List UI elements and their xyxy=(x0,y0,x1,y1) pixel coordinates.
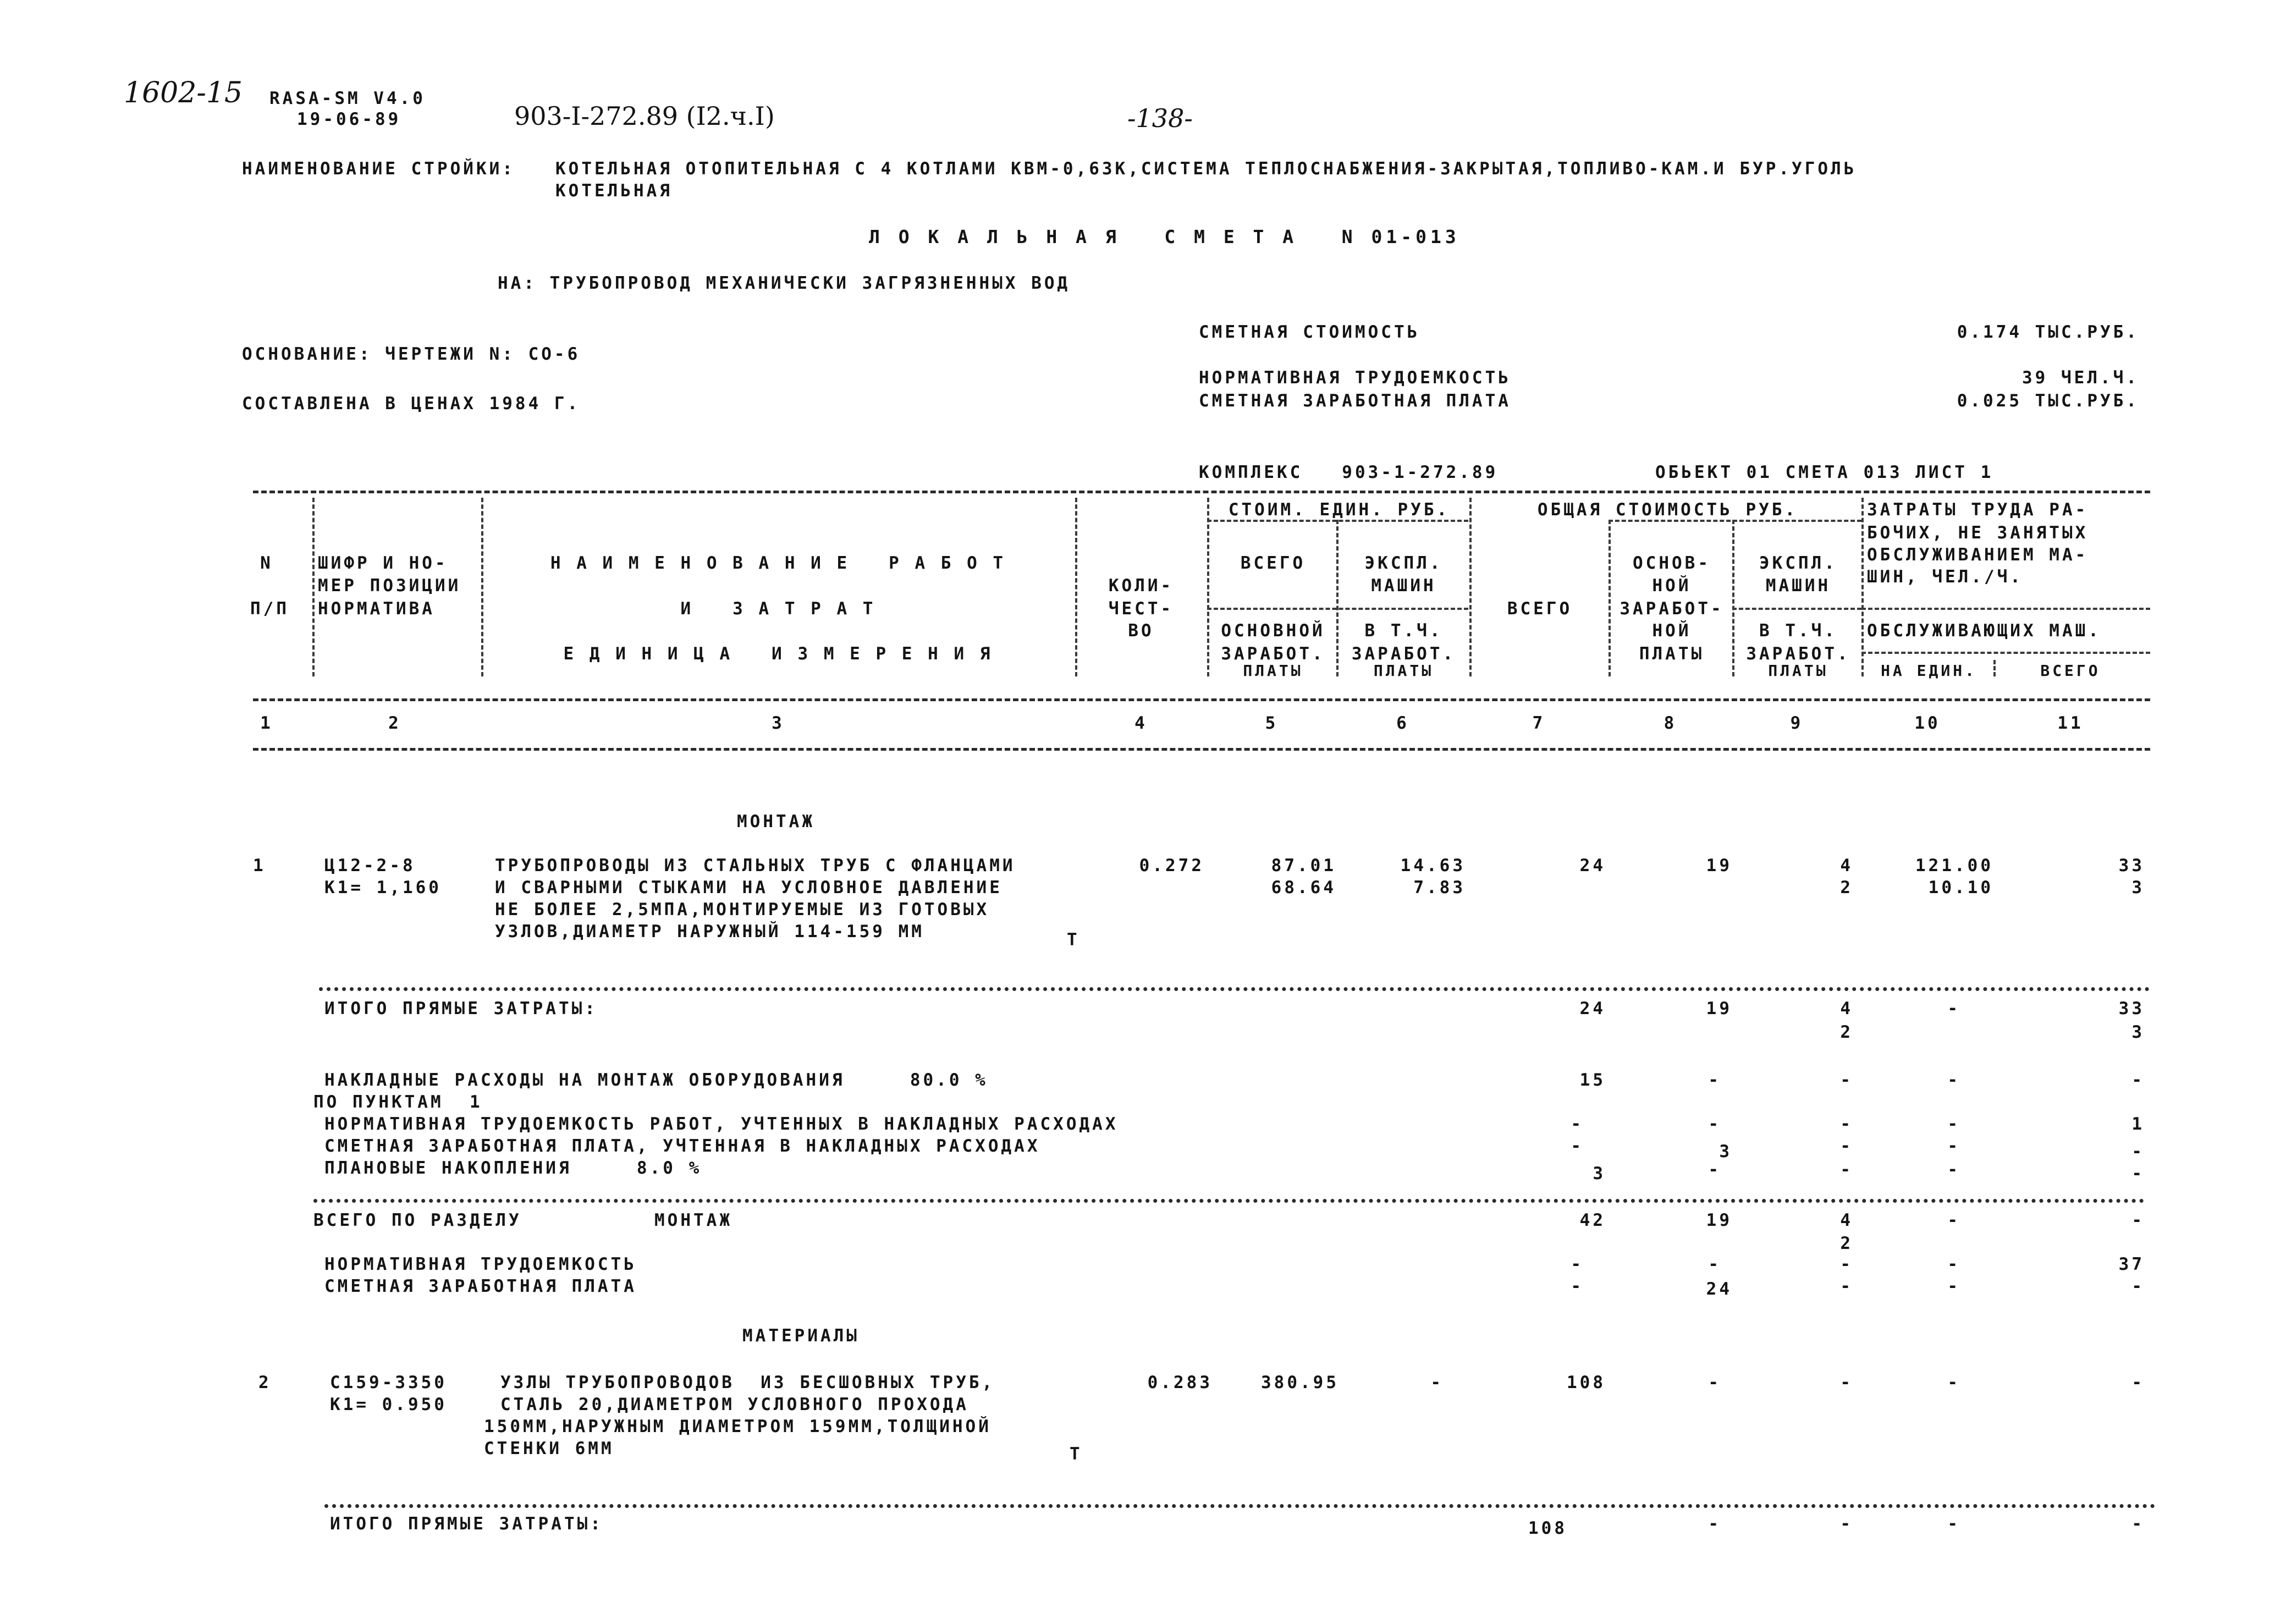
col-number: 8 xyxy=(1663,713,1677,733)
table-top-rule xyxy=(253,491,2150,493)
item-total: 108 xyxy=(1567,1373,1606,1392)
construction-line-1: КОТЕЛЬНАЯ ОТОПИТЕЛЬНАЯ С 4 КОТЛАМИ КВМ-0,63К,СИСТЕМА ТЕПЛОСНАБЖЕНИЯ-ЗАКРЫТАЯ,ТОПЛИВО-КАМ.И БУР.УГОЛЬ xyxy=(555,159,1857,179)
col4-header: ЧЕСТ- xyxy=(1108,599,1174,619)
col1-header: П/П xyxy=(250,599,289,619)
col3-header: Н А И М Е Н О В А Н И Е Р А Б О Т xyxy=(550,553,1006,573)
summary-label-wage: СМЕТНАЯ ЗАРАБОТНАЯ ПЛАТА xyxy=(1199,391,1511,411)
col6-header: В Т.Ч. xyxy=(1364,621,1443,641)
direct-wage: - xyxy=(1708,1514,1721,1534)
overhead-value: - xyxy=(1840,1136,1853,1156)
overhead-value: - xyxy=(1840,1070,1853,1090)
complex-code: КОМПЛЕКС 903-1-272.89 xyxy=(1199,463,1499,482)
item-unit-wage: 68.64 xyxy=(1271,878,1336,898)
program-version: RASA-SM V4.0 xyxy=(269,89,426,108)
section-total-machine: 4 xyxy=(1840,1210,1853,1230)
group-rule xyxy=(1861,608,2150,610)
direct-costs-label: ИТОГО ПРЯМЫЕ ЗАТРАТЫ: xyxy=(330,1514,603,1534)
col5-header: ПЛАТЫ xyxy=(1243,662,1303,680)
overhead-value: - xyxy=(1571,1136,1584,1156)
col9-header: ЗАРАБОТ. xyxy=(1746,644,1850,664)
col8-header: ЗАРАБОТ- xyxy=(1620,599,1724,619)
col4-header: ВО xyxy=(1128,621,1154,641)
col9-header: ЭКСПЛ. xyxy=(1759,553,1837,573)
group-rule xyxy=(1732,608,1861,610)
item-machine: - xyxy=(1840,1373,1853,1392)
item-description: УЗЛЫ ТРУБОПРОВОДОВ ИЗ БЕСШОВНЫХ ТРУБ, xyxy=(500,1373,995,1392)
section-wage-value: - xyxy=(1947,1276,1960,1296)
col6-header: ЗАРАБОТ. xyxy=(1351,644,1456,664)
item-labor-unit: 121.00 xyxy=(1915,856,1993,876)
section-wage-value: - xyxy=(1571,1276,1584,1296)
construction-line-2: КОТЕЛЬНАЯ xyxy=(555,181,673,201)
overhead-line: НАКЛАДНЫЕ РАСХОДЫ НА МОНТАЖ ОБОРУДОВАНИЯ 80.0 % xyxy=(324,1070,988,1090)
item-unit-total: 380.95 xyxy=(1261,1373,1339,1392)
item-labor-total: 33 xyxy=(2118,856,2145,876)
summary-label-cost: СМЕТНАЯ СТОИМОСТЬ xyxy=(1199,322,1420,342)
overhead-value: - xyxy=(1947,1136,1960,1156)
col5-header: ЗАРАБОТ. xyxy=(1221,644,1325,664)
labor-group-header: ОБСЛУЖИВАНИЕМ МА- xyxy=(1867,545,2089,565)
overhead-line: ПО ПУНКТАМ 1 xyxy=(313,1092,483,1112)
col8-header: ПЛАТЫ xyxy=(1639,644,1705,664)
col2-header: ШИФР И НО- xyxy=(318,553,448,573)
summary-label-labor: НОРМАТИВНАЯ ТРУДОЕМКОСТЬ xyxy=(1199,368,1511,388)
col-number: 6 xyxy=(1396,713,1409,733)
overhead-value: - xyxy=(1947,1160,1960,1180)
summary-value-wage: 0.025 ТЫС.РУБ. xyxy=(1957,391,2139,411)
object-sheet: ОБЬЕКТ 01 СМЕТА 013 ЛИСТ 1 xyxy=(1655,463,1994,482)
item-machine: 4 xyxy=(1840,856,1853,876)
section-wage-value: 24 xyxy=(1706,1279,1732,1299)
item-labor-machine-unit: 10.10 xyxy=(1928,878,1993,898)
col7-header: ВСЕГО xyxy=(1507,599,1573,619)
direct-total: 108 xyxy=(1528,1518,1567,1538)
section-labor-value: - xyxy=(1571,1254,1584,1274)
item-unit-machine-wage: 7.83 xyxy=(1413,878,1466,898)
overhead-value: 1 xyxy=(2131,1114,2145,1134)
total-cost-group-header: ОБЩАЯ СТОИМОСТЬ РУБ. xyxy=(1537,500,1798,520)
direct-labor-unit: - xyxy=(1947,999,1960,1019)
item-description: СТАЛЬ 20,ДИАМЕТРОМ УСЛОВНОГО ПРОХОДА xyxy=(500,1395,969,1414)
overhead-line: ПЛАНОВЫЕ НАКОПЛЕНИЯ 8.0 % xyxy=(324,1158,702,1178)
section-total-sum: 42 xyxy=(1579,1210,1606,1230)
col-number: 7 xyxy=(1532,713,1546,733)
direct-machine: 4 xyxy=(1840,999,1853,1019)
col11-header: ВСЕГО xyxy=(2040,662,2101,680)
section-total-labor-unit: - xyxy=(1947,1210,1960,1230)
direct-machine: - xyxy=(1840,1514,1853,1534)
overhead-value: - xyxy=(1708,1160,1721,1180)
section-wage-value: - xyxy=(1840,1276,1853,1296)
col-number: 5 xyxy=(1265,713,1279,733)
item-code: С159-3350 xyxy=(330,1373,447,1392)
col-sep xyxy=(1336,520,1338,676)
col-sep xyxy=(481,498,483,676)
item-quantity: 0.272 xyxy=(1139,856,1204,876)
col-sep xyxy=(1993,660,1996,676)
basis-drawings: ОСНОВАНИЕ: ЧЕРТЕЖИ N: СО-6 xyxy=(242,344,581,364)
handwritten-number: 1602-15 xyxy=(124,76,243,109)
item-wage: - xyxy=(1708,1373,1721,1392)
labor-group-header: ЗАТРАТЫ ТРУДА РА- xyxy=(1867,500,2089,520)
col3-header: И З А Т Р А Т xyxy=(680,599,876,619)
col-sep xyxy=(1207,498,1209,676)
section-title: МОНТАЖ xyxy=(737,812,815,832)
section-labor-value: - xyxy=(1840,1254,1853,1274)
item-unit-total: 87.01 xyxy=(1271,856,1336,876)
col-number: 10 xyxy=(1914,713,1941,733)
col3-header: Е Д И Н И Ц А И З М Е Р Е Н И Я xyxy=(563,644,993,664)
item-code: Ц12-2-8 xyxy=(324,856,416,876)
summary-value-cost: 0.174 ТЫС.РУБ. xyxy=(1957,322,2139,342)
overhead-value: - xyxy=(1840,1160,1853,1180)
item-labor-machine-total: 3 xyxy=(2131,878,2145,898)
section-wage-label: СМЕТНАЯ ЗАРАБОТНАЯ ПЛАТА xyxy=(324,1276,637,1296)
overhead-value: - xyxy=(1840,1114,1853,1134)
direct-costs-label: ИТОГО ПРЯМЫЕ ЗАТРАТЫ: xyxy=(324,999,598,1019)
col2-header: НОРМАТИВА xyxy=(318,599,435,619)
col-sep xyxy=(1075,498,1077,676)
col-sep xyxy=(1469,498,1472,676)
overhead-value: - xyxy=(1708,1114,1721,1134)
overhead-value: 15 xyxy=(1579,1070,1606,1090)
item-coefficient: К1= 1,160 xyxy=(324,878,442,898)
overhead-value: - xyxy=(1708,1070,1721,1090)
col6-header: МАШИН xyxy=(1371,576,1436,596)
col-number: 4 xyxy=(1134,713,1148,733)
overhead-value: - xyxy=(2131,1164,2145,1183)
col-number: 2 xyxy=(388,713,401,733)
item-description: И СВАРНЫМИ СТЫКАМИ НА УСЛОВНОЕ ДАВЛЕНИЕ xyxy=(495,878,1002,898)
page-number: -138- xyxy=(1127,103,1193,133)
item-unit-machine: 14.63 xyxy=(1400,856,1466,876)
col-number: 11 xyxy=(2057,713,2084,733)
overhead-value: - xyxy=(1571,1114,1584,1134)
section-total-label: ВСЕГО ПО РАЗДЕЛУ xyxy=(313,1210,522,1230)
labor-sub-header: ОБСЛУЖИВАЮЩИХ МАШ. xyxy=(1867,621,2101,641)
direct-labor-total: - xyxy=(2131,1514,2145,1534)
col8-header: НОЙ xyxy=(1652,576,1692,596)
item-labor-total: - xyxy=(2131,1373,2145,1392)
overhead-line: НОРМАТИВНАЯ ТРУДОЕМКОСТЬ РАБОТ, УЧТЕННЫХ В НАКЛАДНЫХ РАСХОДАХ xyxy=(324,1114,1119,1134)
col-sep xyxy=(1732,520,1734,676)
direct-labor-total: 33 xyxy=(2118,999,2145,1019)
dotted-rule xyxy=(313,1199,2145,1203)
section-labor-value: - xyxy=(1708,1254,1721,1274)
item-description: НЕ БОЛЕЕ 2,5МПА,МОНТИРУЕМЫЕ ИЗ ГОТОВЫХ xyxy=(495,900,990,920)
item-unit-machine: - xyxy=(1430,1373,1444,1392)
col2-header: МЕР ПОЗИЦИИ xyxy=(318,576,461,596)
col9-header: В Т.Ч. xyxy=(1759,621,1837,641)
item-machine-wage: 2 xyxy=(1840,878,1853,898)
direct-machine-wage: 2 xyxy=(1840,1022,1853,1042)
section-wage-value: - xyxy=(2131,1276,2145,1296)
unit-cost-group-header: СТОИМ. ЕДИН. РУБ. xyxy=(1228,500,1450,520)
col-sep xyxy=(1861,498,1864,676)
col9-header: МАШИН xyxy=(1765,576,1831,596)
document-code: 903-I-272.89 (I2.ч.I) xyxy=(514,101,775,131)
overhead-value: 3 xyxy=(1719,1142,1732,1161)
col8-header: ОСНОВ- xyxy=(1633,553,1711,573)
col6-header: ПЛАТЫ xyxy=(1373,662,1434,680)
overhead-value: - xyxy=(2131,1142,2145,1161)
item-description: УЗЛОВ,ДИАМЕТР НАРУЖНЫЙ 114-159 ММ xyxy=(495,922,924,942)
section-title: МАТЕРИАЛЫ xyxy=(742,1326,860,1346)
labor-group-header: БОЧИХ, НЕ ЗАНЯТЫХ xyxy=(1867,523,2089,543)
item-description: СТЕНКИ 6ММ xyxy=(484,1439,614,1458)
item-wage: 19 xyxy=(1706,856,1732,876)
col-number: 1 xyxy=(260,713,273,733)
item-description: 150ММ,НАРУЖНЫМ ДИАМЕТРОМ 159ММ,ТОЛЩИНОЙ xyxy=(484,1417,991,1436)
section-total-wage: 19 xyxy=(1706,1210,1732,1230)
item-quantity: 0.283 xyxy=(1147,1373,1213,1392)
col5-header: ОСНОВНОЙ xyxy=(1221,621,1325,641)
group-rule xyxy=(1207,608,1468,610)
col5-header: ВСЕГО xyxy=(1240,553,1306,573)
direct-labor-machine-total: 3 xyxy=(2131,1022,2145,1042)
direct-total: 24 xyxy=(1579,999,1606,1019)
item-number: 2 xyxy=(258,1373,272,1392)
dotted-rule xyxy=(319,987,2150,991)
group-rule xyxy=(1861,652,2150,654)
summary-value-labor: 39 ЧЕЛ.Ч. xyxy=(2022,368,2139,388)
col9-header: ПЛАТЫ xyxy=(1768,662,1828,680)
header-bottom-rule xyxy=(253,748,2150,751)
overhead-value: 3 xyxy=(1593,1164,1606,1183)
col6-header: ЭКСПЛ. xyxy=(1364,553,1443,573)
col-number: 3 xyxy=(772,713,785,733)
col-sep xyxy=(312,498,315,676)
header-rule xyxy=(253,698,2150,701)
overhead-value: - xyxy=(2131,1070,2145,1090)
dotted-rule xyxy=(324,1504,2156,1508)
item-description: ТРУБОПРОВОДЫ ИЗ СТАЛЬНЫХ ТРУБ С ФЛАНЦАМИ xyxy=(495,856,1016,876)
item-labor-unit: - xyxy=(1947,1373,1960,1392)
item-total: 24 xyxy=(1579,856,1606,876)
section-labor-value: - xyxy=(1947,1254,1960,1274)
construction-label: НАИМЕНОВАНИЕ СТРОЙКИ: xyxy=(242,159,515,179)
col1-header: N xyxy=(260,553,273,573)
print-date: 19-06-89 xyxy=(297,109,401,129)
col-number: 9 xyxy=(1790,713,1804,733)
item-number: 1 xyxy=(253,856,266,876)
col10-header: НА ЕДИН. xyxy=(1881,662,1977,680)
basis-prices: СОСТАВЛЕНА В ЦЕНАХ 1984 Г. xyxy=(242,394,581,414)
col-sep xyxy=(1609,520,1611,676)
estimate-title: Л О К А Л Ь Н А Я С М Е Т А N 01-013 xyxy=(869,226,1460,247)
direct-labor-unit: - xyxy=(1947,1514,1960,1534)
section-total-machine-wage: 2 xyxy=(1840,1234,1853,1253)
overhead-value: - xyxy=(1947,1114,1960,1134)
labor-group-header: ШИН, ЧЕЛ./Ч. xyxy=(1867,567,2023,587)
section-labor-value: 37 xyxy=(2118,1254,2145,1274)
item-coefficient: К1= 0.950 xyxy=(330,1395,447,1414)
section-labor-label: НОРМАТИВНАЯ ТРУДОЕМКОСТЬ xyxy=(324,1254,637,1274)
overhead-value: - xyxy=(1947,1070,1960,1090)
item-unit: Т xyxy=(1070,1444,1083,1464)
estimate-subject: НА: ТРУБОПРОВОД МЕХАНИЧЕСКИ ЗАГРЯЗНЕННЫХ ВОД xyxy=(498,273,1071,293)
item-unit: Т xyxy=(1067,930,1080,950)
overhead-line: СМЕТНАЯ ЗАРАБОТНАЯ ПЛАТА, УЧТЕННАЯ В НАКЛАДНЫХ РАСХОДАХ xyxy=(324,1136,1040,1156)
section-total-name: МОНТАЖ xyxy=(654,1210,732,1230)
col4-header: КОЛИ- xyxy=(1108,576,1174,596)
section-total-labor-total: - xyxy=(2131,1210,2145,1230)
col8-header: НОЙ xyxy=(1652,621,1692,641)
direct-wage: 19 xyxy=(1706,999,1732,1019)
